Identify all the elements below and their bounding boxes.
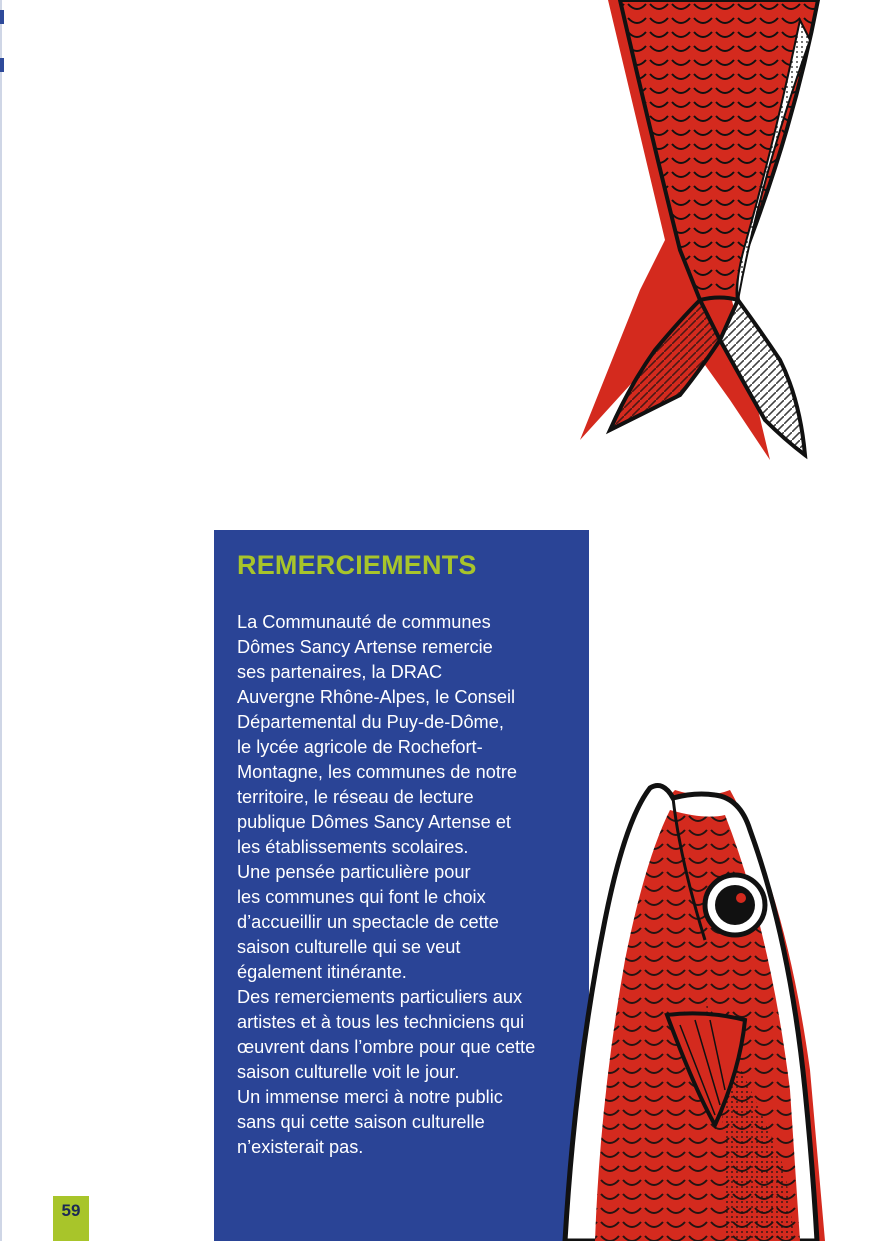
- body-line: Auvergne Rhône-Alpes, le Conseil: [237, 687, 516, 707]
- body-line: Des remerciements particuliers aux: [237, 987, 523, 1007]
- left-margin-rule: [0, 0, 2, 1241]
- body-line: Départemental du Puy-de-Dôme,: [237, 712, 504, 732]
- thanks-panel: [214, 530, 589, 1241]
- body-line: d’accueillir un spectacle de cette: [237, 912, 499, 932]
- body-line: Un immense merci à notre public: [237, 1087, 503, 1107]
- panel-title: REMERCIEMENTS: [237, 550, 477, 580]
- body-line: les communes qui font le choix: [237, 887, 486, 907]
- body-line: publique Dômes Sancy Artense et: [237, 812, 511, 832]
- fish-head-illustration: [555, 770, 835, 1241]
- body-line: ses partenaires, la DRAC: [237, 662, 443, 682]
- fish-tail-illustration: [560, 0, 860, 470]
- body-line: La Communauté de communes: [237, 612, 491, 632]
- left-margin-mark: [0, 58, 4, 72]
- body-line: territoire, le réseau de lecture: [237, 787, 474, 807]
- body-line: saison culturelle voit le jour.: [237, 1062, 460, 1082]
- body-line: saison culturelle qui se veut: [237, 937, 461, 957]
- body-line: sans qui cette saison culturelle: [237, 1112, 485, 1132]
- left-margin-mark: [0, 10, 4, 24]
- body-line: également itinérante.: [237, 962, 407, 982]
- body-line: œuvrent dans l’ombre pour que cette: [237, 1037, 536, 1057]
- page-number: 59: [53, 1196, 89, 1241]
- body-line: le lycée agricole de Rochefort-: [237, 737, 483, 757]
- body-line: Dômes Sancy Artense remercie: [237, 637, 493, 657]
- body-line: artistes et à tous les techniciens qui: [237, 1012, 525, 1032]
- body-line: les établissements scolaires.: [237, 837, 469, 857]
- body-line: Montagne, les communes de notre: [237, 762, 518, 782]
- body-line: n’existerait pas.: [237, 1137, 364, 1157]
- body-line: Une pensée particulière pour: [237, 862, 471, 882]
- panel-body: [237, 610, 572, 1160]
